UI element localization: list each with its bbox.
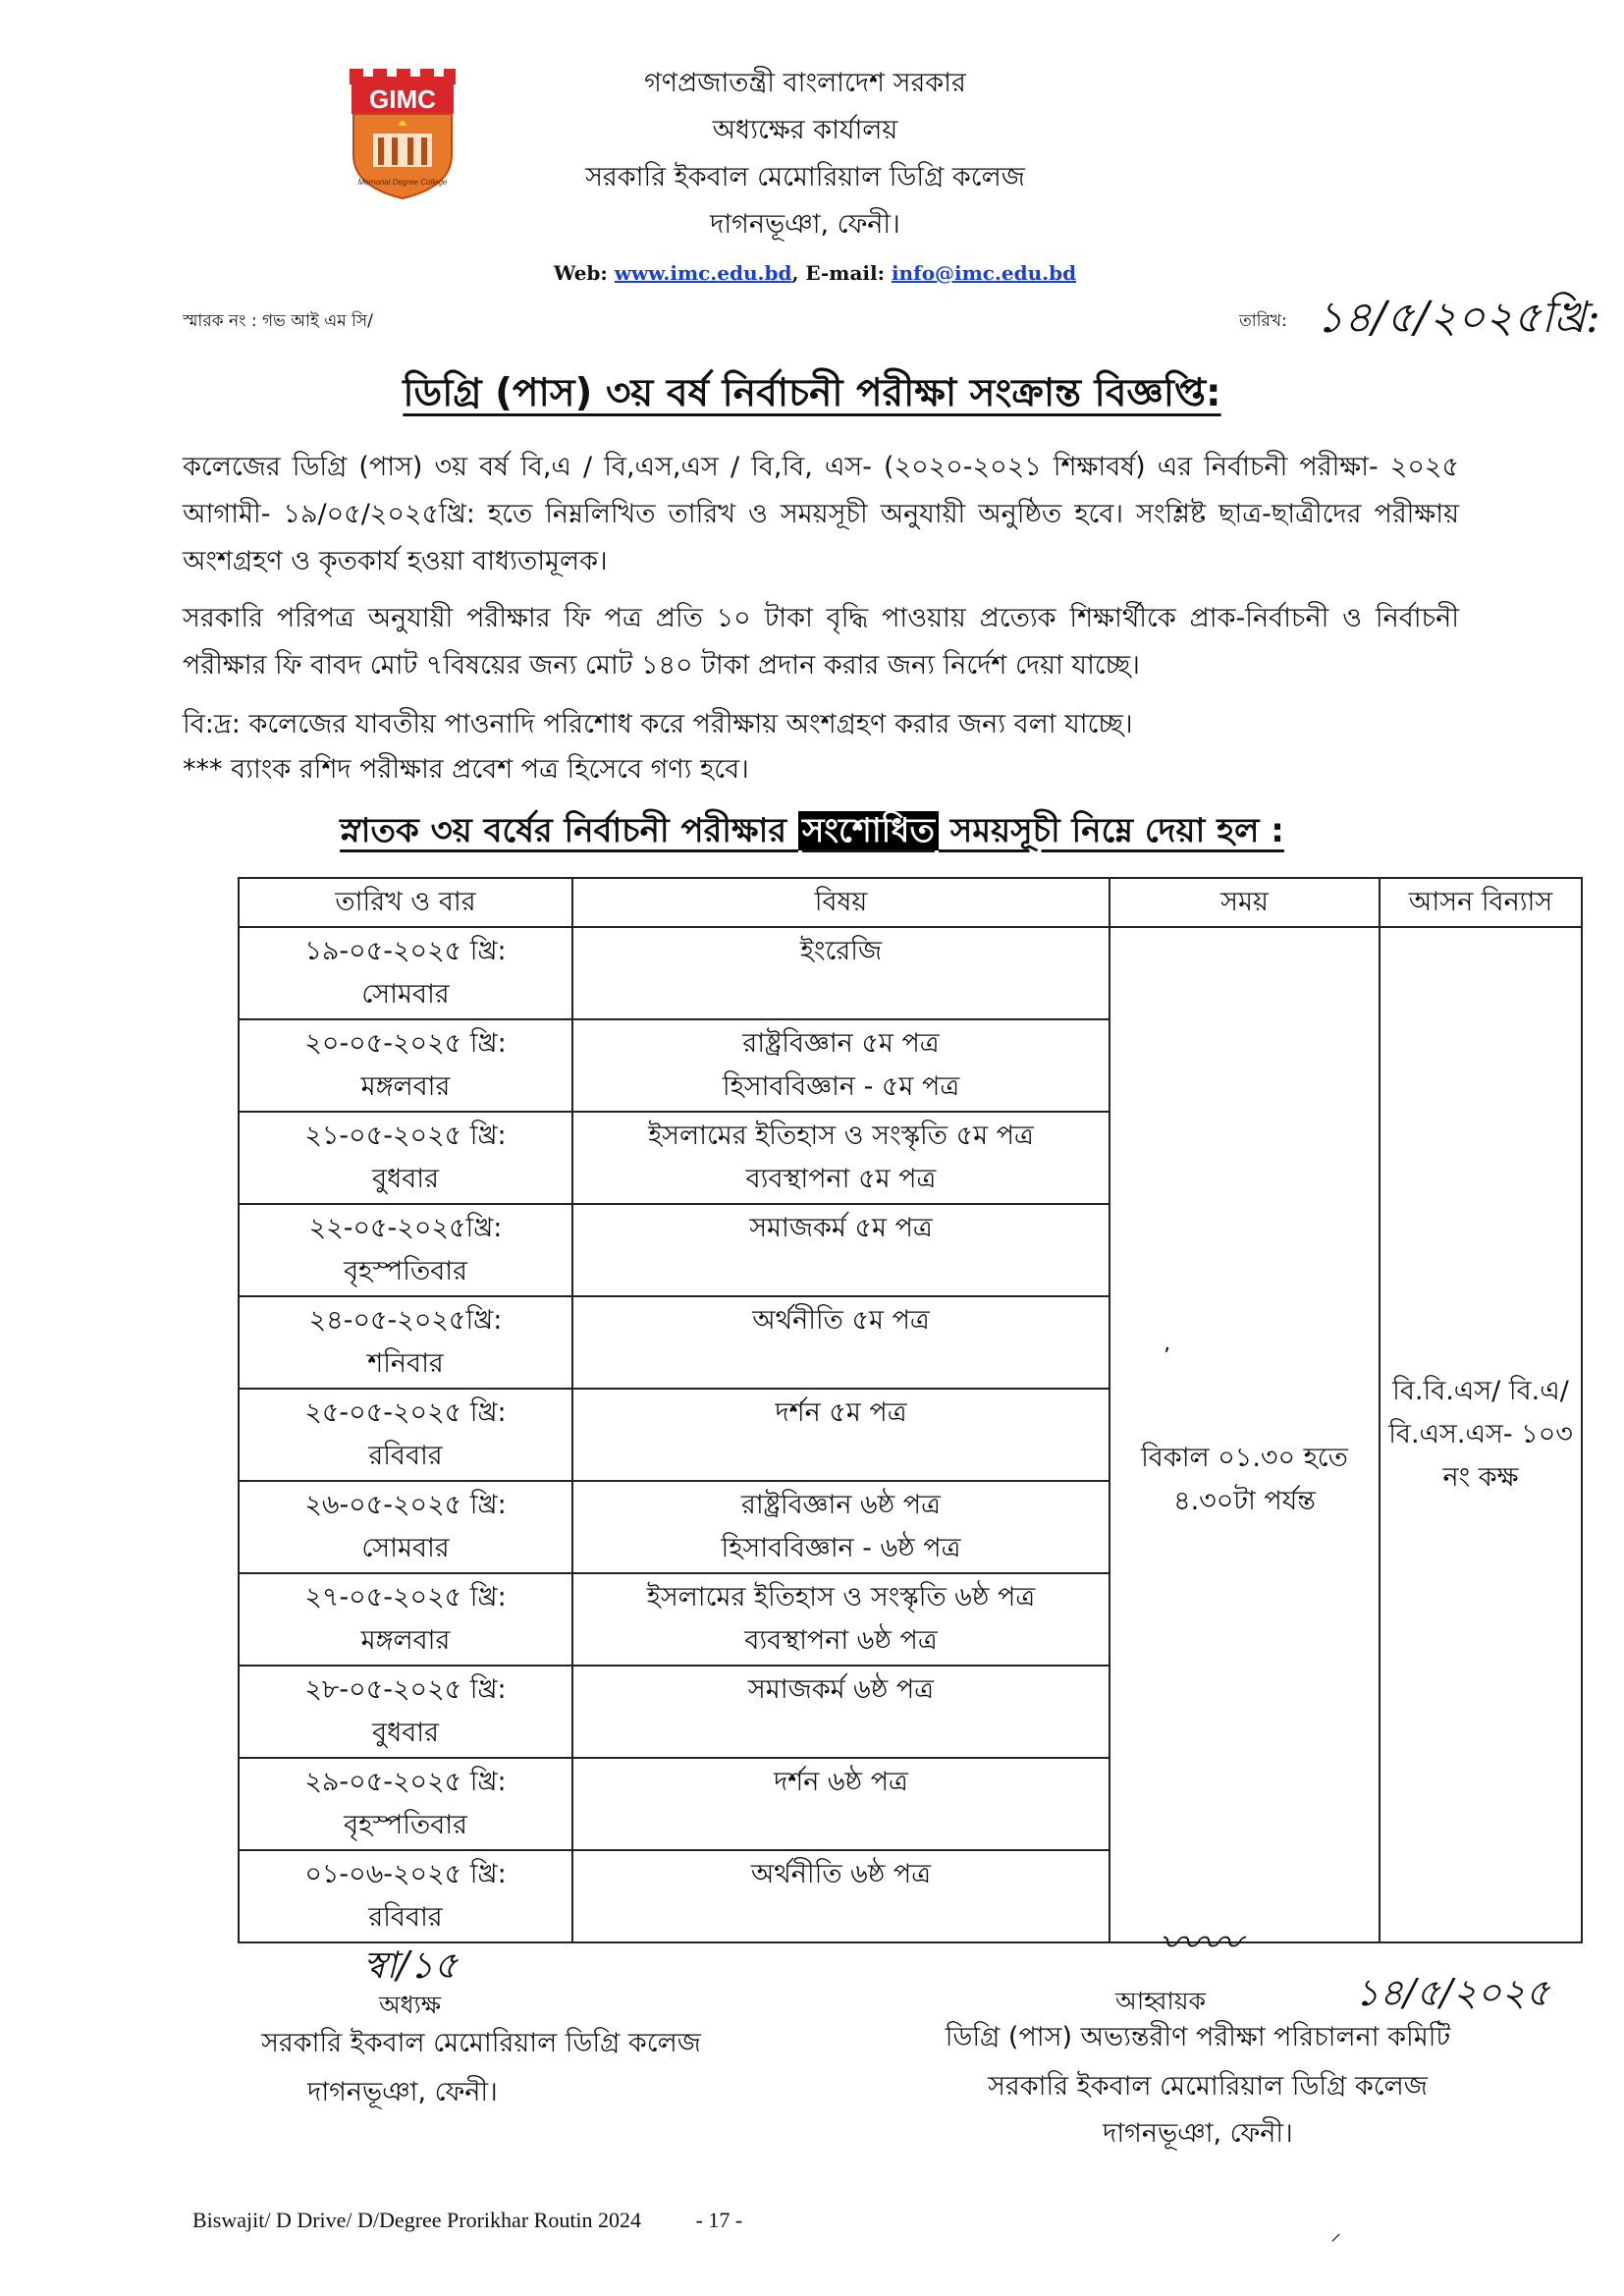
exam-date: ২৭-০৫-২০২৫ খ্রি: (304, 1582, 507, 1613)
subject-secondary: ব্যবস্থাপনা ৫ম পত্র (745, 1164, 937, 1194)
subject-primary: ইসলামের ইতিহাস ও সংস্কৃতি ৬ষ্ঠ পত্র (646, 1582, 1036, 1613)
scan-mark: ⸝ (1330, 2221, 1342, 2246)
subject-primary: দর্শন ৫ম পত্র (775, 1397, 907, 1428)
schedule-heading (196, 805, 1428, 861)
subject-cell (572, 1850, 1110, 1942)
subject-cell (572, 1389, 1110, 1481)
exam-day: সোমবার (361, 979, 450, 1010)
date-day-cell (239, 1850, 572, 1942)
principal-signature: স্বা/১৫ (363, 1943, 459, 1987)
date-day-cell (239, 1573, 572, 1666)
exam-day: মঙ্গলবার (360, 1071, 451, 1102)
subject-primary: অর্থনীতি ৬ষ্ঠ পত্র (750, 1859, 932, 1889)
principal-location: দাগনভূঞা, ফেনী। (307, 2077, 498, 2107)
subject-cell (572, 1204, 1110, 1296)
date-day-cell (239, 1389, 572, 1481)
seat-plan-cell (1380, 927, 1582, 1942)
committee-location: দাগনভূঞা, ফেনী। (1103, 2118, 1293, 2149)
notice-bank-receipt: *** ব্যাংক রশিদ পরীক্ষার প্রবেশ পত্র হিসেবে গণ্য হবে। (183, 754, 749, 785)
date-day-cell (239, 1112, 572, 1204)
subject-secondary: হিসাববিজ্ঞান - ৬ষ্ঠ পত্র (721, 1533, 961, 1563)
header-college-name: সরকারি ইকবাল মেমোরিয়াল ডিগ্রি কলেজ (585, 162, 1025, 192)
exam-day: বুধবার (372, 1718, 439, 1748)
seat-plan: বি.বি.এস/ বি.এ/ বি.এস.এস- ১০৩ নং কক্ষ (1388, 1376, 1573, 1493)
contact-line (412, 261, 1218, 285)
footer (192, 2208, 742, 2233)
date-day-cell (239, 1019, 572, 1112)
exam-routine-table (238, 877, 1583, 1943)
revised-highlight: সংশোধিত (798, 811, 939, 850)
subject-primary: ইসলামের ইতিহাস ও সংস্কৃতি ৫ম পত্র (648, 1121, 1034, 1151)
subject-cell (572, 1666, 1110, 1758)
committee-college: সরকারি ইকবাল মেমোরিয়াল ডিগ্রি কলেজ (988, 2071, 1428, 2102)
exam-day: রবিবার (368, 1441, 443, 1471)
header-government: গণপ্রজাতন্ত্রী বাংলাদেশ সরকার (644, 68, 966, 98)
date-day-cell (239, 1204, 572, 1296)
schedule-heading-suffix: সময়সূচী নিম্নে দেয়া হল : (938, 811, 1284, 850)
file-path: Biswajit/ D Drive/ D/Degree Prorikhar Routin 2024 (192, 2208, 642, 2232)
subject-primary: রাষ্ট্রবিজ্ঞান ৬ষ্ঠ পত্র (741, 1490, 941, 1520)
date-day-cell (239, 1758, 572, 1850)
exam-date: ০১-০৬-২০২৫ খ্রি: (304, 1859, 507, 1889)
tick-mark: ʼ (1164, 1344, 1170, 1369)
email-link[interactable]: info@imc.edu.bd (891, 261, 1077, 285)
exam-day: শনিবার (367, 1348, 444, 1379)
subject-cell (572, 1296, 1110, 1389)
date-day-cell (239, 1481, 572, 1573)
svg-text:Memorial Degree College: Memorial Degree College (357, 178, 448, 187)
exam-time-cell (1110, 927, 1380, 1942)
subject-cell (572, 1573, 1110, 1666)
logo-text: GIMC (369, 84, 436, 114)
exam-date: ১৯-০৫-২০২৫ খ্রি: (304, 936, 507, 966)
exam-date: ২০-০৫-২০২৫ খ্রি: (304, 1028, 507, 1059)
subject-secondary: ব্যবস্থাপনা ৬ষ্ঠ পত্র (744, 1625, 938, 1656)
subject-cell (572, 1112, 1110, 1204)
principal-role: অধ্যক্ষ (379, 1991, 442, 2019)
exam-day: সোমবার (361, 1533, 450, 1563)
subject-cell (572, 927, 1110, 1019)
memo-number: স্মারক নং : গভ আই এম সি/ (183, 311, 373, 331)
subject-primary: সমাজকর্ম ৫ম পত্র (749, 1213, 933, 1243)
date-day-cell (239, 1296, 572, 1389)
convener-signature-date: ১৪/৫/২০২৫ (1355, 1971, 1550, 2014)
header-seat-plan: আসন বিন্যাস (1380, 878, 1582, 927)
committee-name: ডিগ্রি (পাস) অভ্যন্তরীণ পরীক্ষা পরিচালনা কমিটি (945, 2022, 1451, 2052)
schedule-heading-prefix: স্নাতক ৩য় বর্ষের নির্বাচনী পরীক্ষার (340, 811, 798, 850)
subject-primary: ইংরেজি (799, 936, 883, 966)
exam-date: ২৬-০৫-২০২৫ খ্রি: (304, 1490, 507, 1520)
subject-cell (572, 1019, 1110, 1112)
website-link[interactable]: www.imc.edu.bd (614, 261, 792, 285)
exam-time: বিকাল ০১.৩০ হতে ৪.৩০টা পর্যন্ত (1141, 1443, 1348, 1516)
header-location: দাগনভূঞা, ফেনী। (710, 209, 900, 240)
handwritten-date: ১৪/৫/২০২৫খ্রি: (1316, 293, 1600, 343)
page-number: - 17 - (695, 2208, 743, 2232)
notice-note: বি:দ্র: কলেজের যাবতীয় পাওনাদি পরিশোধ করে পরীক্ষায় অংশগ্রহণ করার জন্য বলা যাচ্ছে। (183, 709, 1133, 739)
subject-secondary: হিসাববিজ্ঞান - ৫ম পত্র (722, 1071, 960, 1102)
table-row (239, 927, 1582, 1019)
exam-day: মঙ্গলবার (360, 1625, 451, 1656)
exam-date: ২৯-০৫-২০২৫ খ্রি: (304, 1767, 507, 1797)
subject-primary: রাষ্ট্রবিজ্ঞান ৫ম পত্র (742, 1028, 940, 1059)
convener-role: আহ্বায়ক (1115, 1987, 1206, 2015)
principal-college: সরকারি ইকবাল মেমোরিয়াল ডিগ্রি কলেজ (261, 2028, 701, 2058)
date-day-cell (239, 1666, 572, 1758)
notice-paragraph-2: সরকারি পরিপত্র অনুযায়ী পরীক্ষার ফি পত্র প্রতি ১০ টাকা বৃদ্ধি পাওয়ায় প্রত্যেক শিক্ষার্থীকে প্রাক-নির্বাচনী ও নির্বাচনী পরীক্ষার ফি বাবদ মোট ৭বিষয়ের জন্য মোট ১৪০ টাকা প্রদান করার জন্য নির্দেশ দেয়া যাচ্ছে। (183, 603, 1459, 681)
table-header-row (239, 878, 1582, 927)
date-day-cell (239, 927, 572, 1019)
exam-date: ২৮-০৫-২০২৫ খ্রি: (304, 1674, 507, 1705)
date-label: তারিখ: (1239, 311, 1287, 331)
exam-date: ২১-০৫-২০২৫ খ্রি: (304, 1121, 507, 1151)
header-office: অধ্যক্ষের কার্যালয় (712, 115, 898, 145)
notice-paragraph-1: কলেজের ডিগ্রি (পাস) ৩য় বর্ষ বি,এ / বি,এস,এস / বি,বি, এস- (২০২০-২০২১ শিক্ষাবর্ষ) এর নির্বাচনী পরীক্ষা- ২০২৫ আগামী- ১৯/০৫/২০২৫খ্রি: হতে নিম্নলিখিত তারিখ ও সময়সূচী অনুযায়ী অনুষ্ঠিত হবে। সংশ্লিষ্ট ছাত্র-ছাত্রীদের পরীক্ষায় অংশগ্রহণ ও কৃতকার্য হওয়া বাধ্যতামূলক। (183, 452, 1459, 576)
web-label: Web: (553, 261, 608, 285)
email-label: , E-mail: (791, 261, 885, 285)
exam-date: ২২-০৫-২০২৫খ্রি: (308, 1213, 503, 1243)
subject-primary: দর্শন ৬ষ্ঠ পত্র (774, 1767, 908, 1797)
header-date-day: তারিখ ও বার (239, 878, 572, 927)
exam-day: বৃহস্পতিবার (344, 1810, 467, 1840)
header-subject: বিষয় (572, 878, 1110, 927)
college-logo (344, 65, 461, 202)
subject-primary: সমাজকর্ম ৬ষ্ঠ পত্র (747, 1674, 935, 1705)
exam-day: বুধবার (372, 1164, 439, 1194)
subject-primary: অর্থনীতি ৫ম পত্র (752, 1305, 930, 1336)
convener-signature: 〰〰 (1159, 1919, 1242, 1967)
exam-day: বৃহস্পতিবার (344, 1256, 467, 1286)
exam-day: রবিবার (368, 1902, 443, 1933)
header-time: সময় (1110, 878, 1380, 927)
notice-title: ডিগ্রি (পাস) ৩য় বর্ষ নির্বাচনী পরীক্ষা সংক্রান্ত বিজ্ঞপ্তি: (403, 371, 1221, 415)
subject-cell (572, 1758, 1110, 1850)
subject-cell (572, 1481, 1110, 1573)
exam-date: ২৪-০৫-২০২৫খ্রি: (308, 1305, 503, 1336)
exam-date: ২৫-০৫-২০২৫ খ্রি: (304, 1397, 507, 1428)
